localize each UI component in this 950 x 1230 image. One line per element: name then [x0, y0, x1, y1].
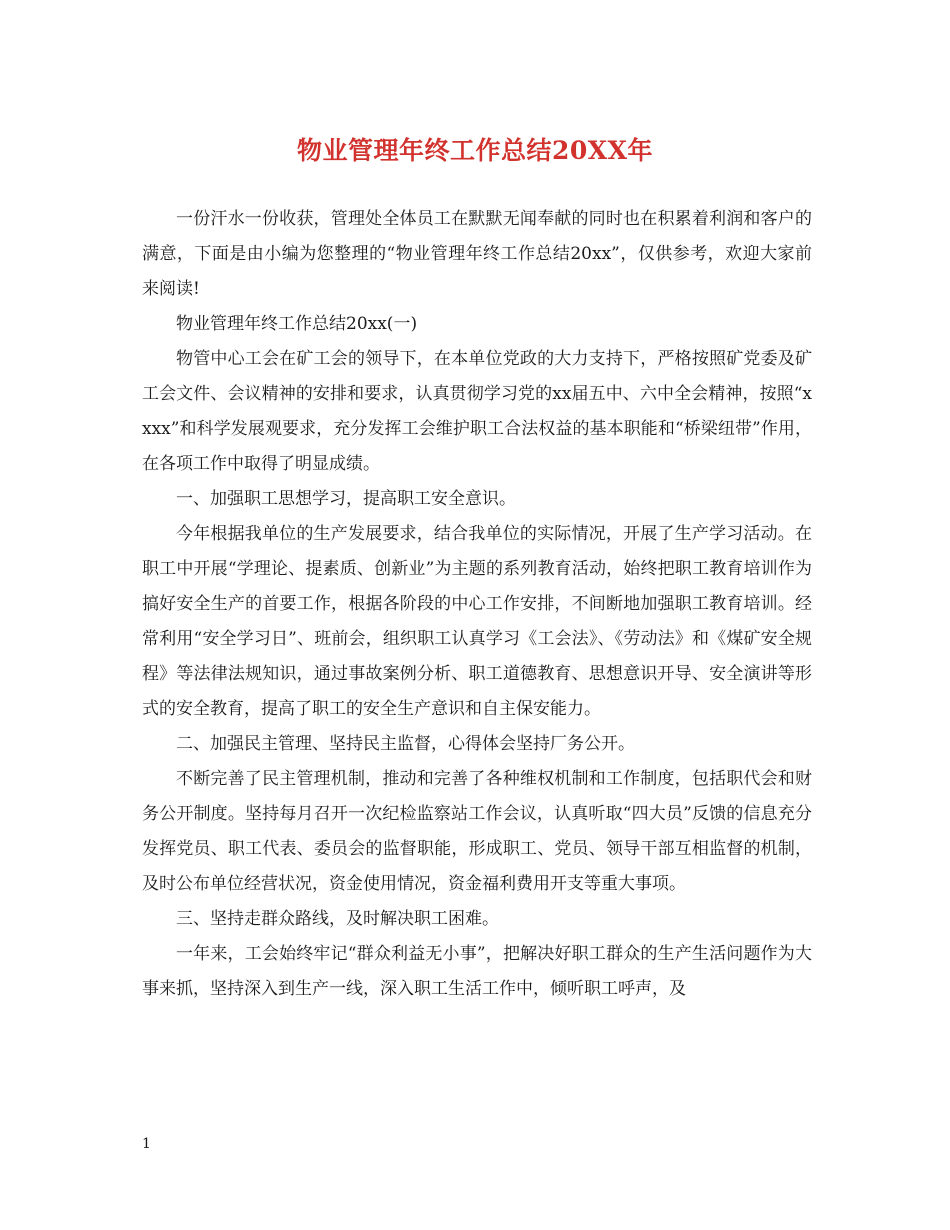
- paragraph-overview: 物管中心工会在矿工会的领导下，在本单位党政的大力支持下，严格按照矿党委及矿工会文件、会议精神的安排和要求，认真贯彻学习党的xx届五中、六中全会精神，按照“xxxx”和科学发展观要求，充分发挥工会维护职工合法权益的基本职能和“桥梁纽带”作用，在各项工作中取得了明显成绩。: [142, 349, 812, 474]
- section-heading-2: 二、加强民主管理、坚持民主监督，心得体会坚持厂务公开。: [176, 734, 635, 754]
- paragraph-democratic-management: 不断完善了民主管理机制，推动和完善了各种维权机制和工作制度，包括职代会和财务公开制度。坚持每月召开一次纪检监察站工作会议，认真听取“四大员”反馈的信息充分发挥党员、职工代表、委员会的监督职能，形成职工、党员、领导干部互相监督的机制，及时公布单位经营状况，资金使用情况，资金福利费用开支等重大事项。: [142, 769, 812, 894]
- paragraph-safety-education: 今年根据我单位的生产发展要求，结合我单位的实际情况，开展了生产学习活动。在职工中开展“学理论、提素质、创新业”为主题的系列教育活动，始终把职工教育培训作为搞好安全生产的首要工作，根据各阶段的中心工作安排，不间断地加强职工教育培训。经常利用“安全学习日”、班前会，组织职工认真学习《工会法》、《劳动法》和《煤矿安全规程》等法律法规知识，通过事故案例分析、职工道德教育、思想意识开导、安全演讲等形式的安全教育，提高了职工的安全生产意识和自主保安能力。: [142, 524, 812, 719]
- paragraph-intro: 一份汗水一份收获，管理处全体员工在默默无闻奉献的同时也在积累着利润和客户的满意，下面是由小编为您整理的“物业管理年终工作总结20xx”，仅供参考，欢迎大家前来阅读!: [142, 209, 812, 299]
- section-heading-part-one: 物业管理年终工作总结20xx(一): [176, 314, 418, 334]
- document-body: [142, 202, 812, 1007]
- section-heading-3: 三、坚持走群众路线，及时解决职工困难。: [176, 909, 499, 929]
- document-title: 物业管理年终工作总结20XX年: [296, 136, 654, 165]
- page-number: 1: [142, 1136, 151, 1152]
- paragraph-mass-line: 一年来，工会始终牢记“群众利益无小事”，把解决好职工群众的生产生活问题作为大事来抓，坚持深入到生产一线，深入职工生活工作中，倾听职工呼声，及: [142, 944, 812, 999]
- section-heading-1: 一、加强职工思想学习，提高职工安全意识。: [176, 489, 516, 509]
